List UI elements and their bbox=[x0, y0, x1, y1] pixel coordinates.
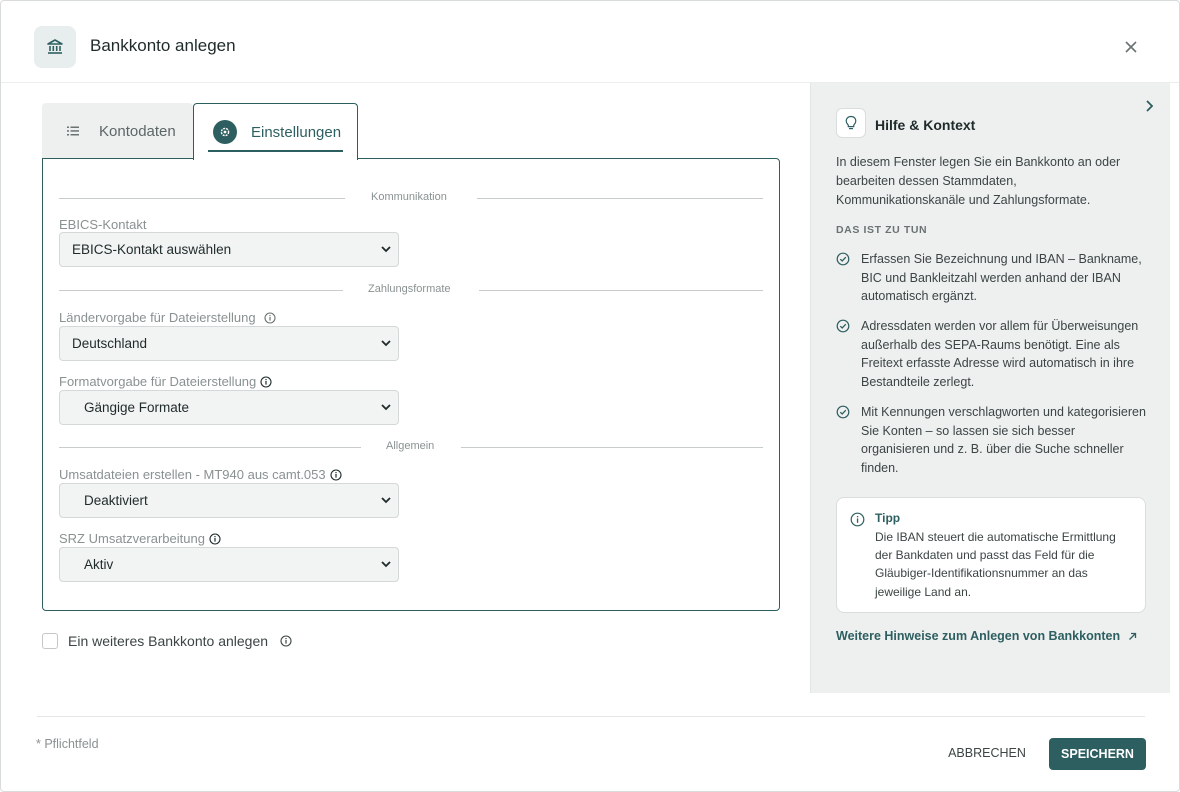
help-title: Hilfe & Kontext bbox=[875, 117, 976, 133]
section-label-zahlungsformate: Zahlungsformate bbox=[368, 283, 451, 295]
help-item-text: Adressdaten werden vor allem für Überweisungen außerhalb des SEPA-Raums benötigt. Eine als Freitext erfasste Adresse wird automatisch in ihre Bestandteile zerlegt. bbox=[861, 319, 1139, 389]
help-item bbox=[836, 250, 1146, 306]
section-divider-allgemein bbox=[59, 440, 763, 452]
active-tab-indicator bbox=[208, 150, 343, 152]
chevron-down-icon bbox=[374, 340, 398, 347]
umsatz-select-value: Deaktiviert bbox=[84, 493, 148, 508]
check-circle-icon bbox=[836, 252, 850, 306]
chevron-down-icon bbox=[374, 246, 398, 253]
settings-panel bbox=[42, 158, 780, 611]
ebics-label bbox=[59, 217, 146, 232]
tab-kontodaten-label: Kontodaten bbox=[99, 122, 176, 140]
help-link[interactable] bbox=[836, 629, 1137, 643]
cancel-button[interactable]: ABBRECHEN bbox=[948, 746, 1026, 760]
srz-label bbox=[59, 531, 221, 546]
help-item bbox=[836, 403, 1146, 477]
info-icon[interactable] bbox=[209, 533, 221, 545]
ebics-select-value: EBICS-Kontakt auswählen bbox=[72, 242, 232, 257]
external-link-icon bbox=[1128, 632, 1137, 641]
laender-label-text: Ländervorgabe für Dateierstellung bbox=[59, 310, 256, 325]
umsatz-select[interactable] bbox=[59, 483, 399, 518]
dialog-header bbox=[1, 1, 1179, 83]
help-intro: In diesem Fenster legen Sie ein Bankkonto an oder bearbeiten dessen Stammdaten, Kommunikationskanäle und Zahlungsformate. bbox=[836, 155, 1121, 207]
help-section-title: DAS IST ZU TUN bbox=[836, 224, 928, 236]
info-icon[interactable] bbox=[260, 376, 272, 388]
footer-divider bbox=[37, 716, 1145, 717]
another-account-label: Ein weiteres Bankkonto anlegen bbox=[68, 633, 269, 649]
help-item-text: Erfassen Sie Bezeichnung und IBAN – Bankname, BIC und Bankleitzahl werden anhand der IBAN automatisch ergänzt. bbox=[861, 252, 1142, 303]
help-item bbox=[836, 317, 1146, 391]
check-circle-icon bbox=[836, 405, 850, 477]
srz-label-text: SRZ Umsatzverarbeitung bbox=[59, 531, 205, 546]
format-label bbox=[59, 374, 272, 389]
section-label-kommunikation: Kommunikation bbox=[371, 191, 447, 203]
tip-text: Die IBAN steuert die automatische Ermittlung der Bankdaten und passt das Feld für die Gläubiger-Identifikationsnummer an das jeweilige Land an. bbox=[875, 530, 1116, 599]
lightbulb-icon bbox=[836, 108, 866, 138]
ebics-label-text: EBICS-Kontakt bbox=[59, 217, 147, 232]
list-icon bbox=[67, 126, 79, 136]
chevron-down-icon bbox=[374, 404, 398, 411]
chevron-down-icon bbox=[374, 497, 398, 504]
help-sidebar bbox=[810, 83, 1170, 693]
another-account-row bbox=[42, 633, 292, 649]
info-icon bbox=[850, 512, 865, 532]
tip-title: Tipp bbox=[875, 511, 901, 525]
format-select-value: Gängige Formate bbox=[84, 400, 190, 415]
format-select[interactable] bbox=[59, 390, 399, 425]
tab-kontodaten[interactable] bbox=[42, 103, 193, 159]
chevron-right-icon[interactable] bbox=[1143, 99, 1157, 113]
check-circle-icon bbox=[836, 319, 850, 391]
section-label-allgemein: Allgemein bbox=[386, 440, 435, 452]
gear-icon bbox=[213, 120, 237, 144]
another-account-checkbox[interactable] bbox=[42, 633, 58, 649]
ebics-select[interactable] bbox=[59, 232, 399, 267]
umsatz-label bbox=[59, 467, 342, 482]
laender-select[interactable] bbox=[59, 326, 399, 361]
required-note: * Pflichtfeld bbox=[36, 737, 99, 751]
help-item-text: Mit Kennungen verschlagworten und kategorisieren Sie Konten – so lassen sie sich besser organisieren und z. B. über die Suche schneller finden. bbox=[861, 405, 1146, 475]
section-divider-kommunikation bbox=[59, 191, 763, 203]
info-icon[interactable] bbox=[280, 635, 292, 647]
chevron-down-icon bbox=[374, 561, 398, 568]
umsatz-label-text: Umsatdateien erstellen - MT940 aus camt.053 bbox=[59, 467, 326, 482]
laender-select-value: Deutschland bbox=[72, 336, 148, 351]
dialog-title: Bankkonto anlegen bbox=[90, 36, 236, 55]
tab-einstellungen[interactable] bbox=[193, 103, 358, 160]
save-button[interactable]: SPEICHERN bbox=[1049, 738, 1146, 770]
srz-select[interactable] bbox=[59, 547, 399, 582]
laender-label bbox=[59, 310, 276, 325]
format-label-text: Formatvorgabe für Dateierstellung bbox=[59, 374, 257, 389]
srz-select-value: Aktiv bbox=[84, 557, 114, 572]
tip-card bbox=[836, 497, 1146, 613]
help-link-text: Weitere Hinweise zum Anlegen von Bankkonten bbox=[836, 629, 1121, 643]
bank-icon bbox=[34, 26, 76, 68]
info-icon[interactable] bbox=[330, 469, 342, 481]
tab-einstellungen-label: Einstellungen bbox=[251, 123, 342, 141]
close-icon[interactable] bbox=[1121, 37, 1141, 57]
info-icon[interactable] bbox=[264, 312, 276, 324]
section-divider-zahlungsformate bbox=[59, 283, 763, 295]
